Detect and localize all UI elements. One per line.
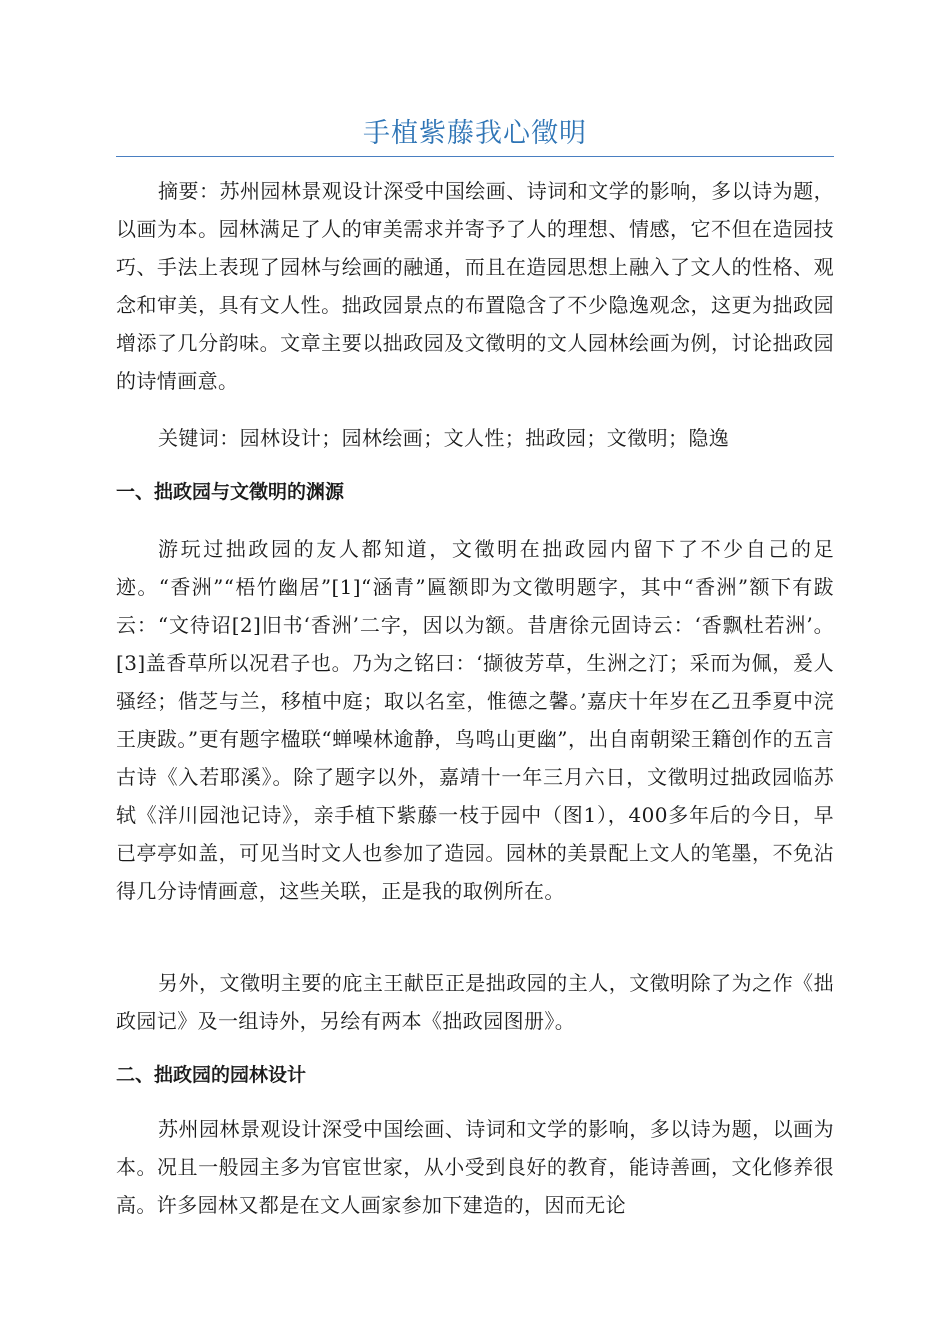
document-title: 手植紫藤我心徵明 (363, 118, 587, 149)
section1-paragraph-2: 另外，文徵明主要的庇主王献臣正是拙政园的主人，文徵明除了为之作《拙政园记》及一组诗外，另绘有两本《拙政园图册》。 (116, 971, 834, 1033)
section1-paragraph-1: 游玩过拙政园的友人都知道，文徵明在拙政园内留下了不少自己的足迹。“香洲”“梧竹幽居”[1]“涵青”匾额即为文徵明题字，其中“香洲”额下有跋云：“文待诏[2]旧书‘香洲’二字，因以为额。昔唐徐元固诗云：‘香飘杜若洲’。[3]盖香草所以况君子也。乃为之铭曰：‘撷彼芳草，生洲之汀；采而为佩，爰人骚经；偕芝与兰，移植中庭；取以名室，惟德之馨。’嘉庆十年岁在乙丑季夏中浣王庚跋。”更有题字楹联“蝉噪林逾静，鸟鸣山更幽”，出自南朝梁王籍创作的五言古诗《入若耶溪》。除了题字以外，嘉靖十一年三月六日，文徵明过拙政园临苏轼《洋川园池记诗》，亲手植下紫藤一枝于园中（图1），400多年后的今日，早已亭亭如盖，可见当时文人也参加了造园。园林的美景配上文人的笔墨，不免沾得几分诗情画意，这些关联，正是我的取例所在。 (116, 537, 834, 903)
section-heading-2: 二、拙政园的园林设计 (116, 1064, 307, 1086)
abstract-paragraph: 摘要：苏州园林景观设计深受中国绘画、诗词和文学的影响，多以诗为题，以画为本。园林满足了人的审美需求并寄予了人的理想、情感，它不但在造园技巧、手法上表现了园林与绘画的融通，而且在造园思想上融入了文人的性格、观念和审美，具有文人性。拙政园景点的布置隐含了不少隐逸观念，这更为拙政园增添了几分韵味。文章主要以拙政园及文徵明的文人园林绘画为例，讨论拙政园的诗情画意。 (116, 179, 834, 393)
keywords-paragraph: 关键词：园林设计；园林绘画；文人性；拙政园；文徵明；隐逸 (158, 426, 730, 450)
section-heading-1: 一、拙政园与文徵明的渊源 (116, 481, 345, 503)
section2-paragraph-1: 苏州园林景观设计深受中国绘画、诗词和文学的影响，多以诗为题，以画为本。况且一般园主多为官宦世家，从小受到良好的教育，能诗善画，文化修养很高。许多园林又都是在文人画家参加下建造的，因而无论 (116, 1117, 834, 1217)
title-underline (116, 156, 834, 157)
